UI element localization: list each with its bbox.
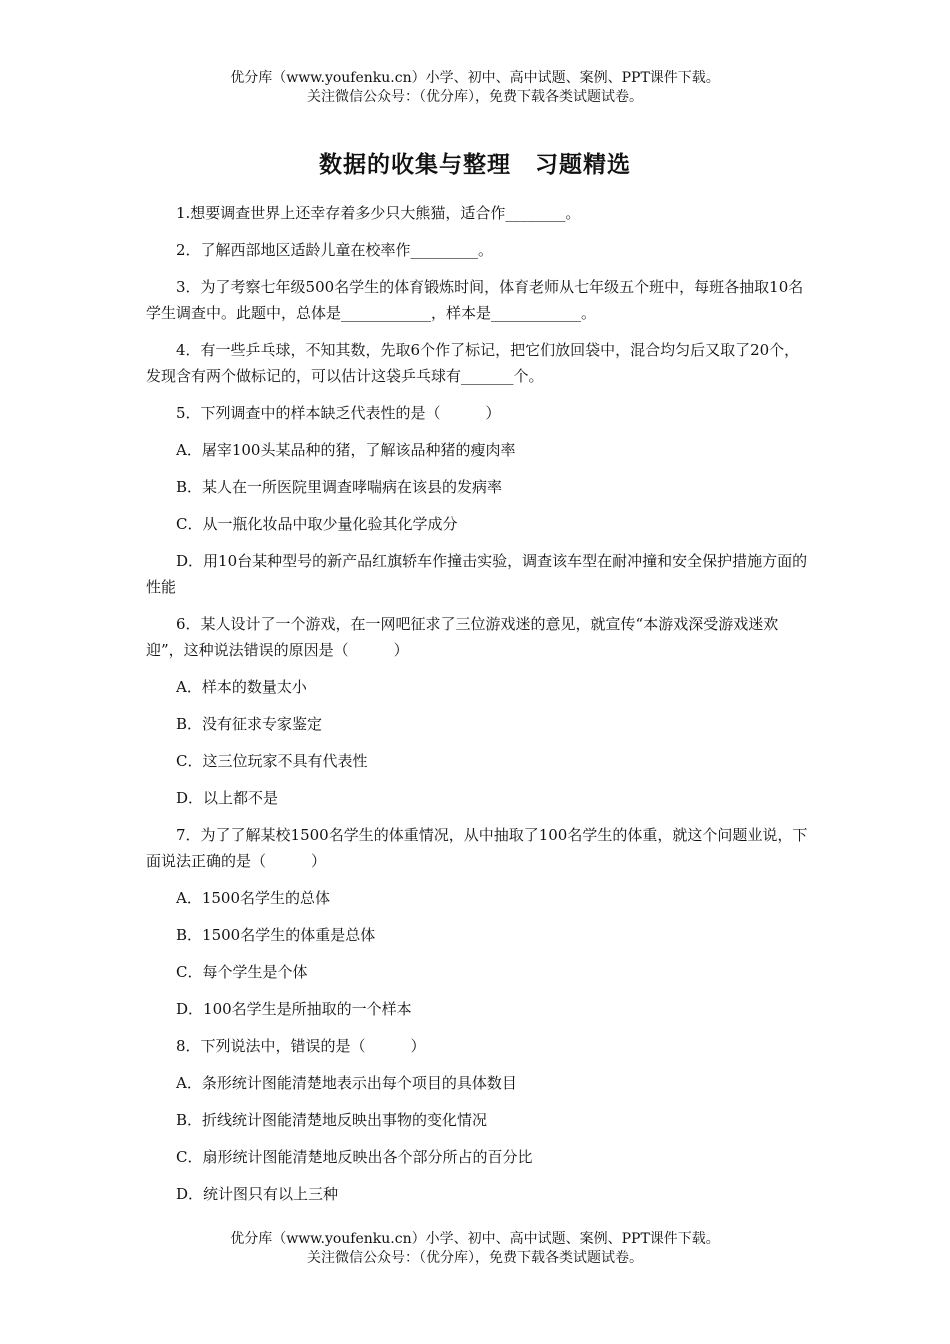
question-5-stem: 5．下列调查中的样本缺乏代表性的是（ ） xyxy=(176,404,501,422)
question-8-stem: 8．下列说法中，错误的是（ ） xyxy=(176,1037,426,1055)
document-title: 数据的收集与整理 习题精选 xyxy=(319,151,631,178)
question-5-option-c: C．从一瓶化妆品中取少量化验其化学成分 xyxy=(176,515,458,533)
question-8-option-c: C．扇形统计图能清楚地反映出各个部分所占的百分比 xyxy=(176,1148,533,1166)
question-6-option-d: D．以上都不是 xyxy=(176,789,279,807)
question-8-option-a: A．条形统计图能清楚地表示出每个项目的具体数目 xyxy=(176,1074,517,1092)
question-7-option-b: B．1500名学生的体重是总体 xyxy=(176,926,376,944)
question-7-stem: 7．为了了解某校1500名学生的体重情况，从中抽取了100名学生的体重，就这个问题业说，下面说法正确的是（ ） xyxy=(146,826,808,870)
header-line-1: 优分库（www.youfenku.cn）小学、初中、高中试题、案例、PPT课件下载。 xyxy=(230,70,720,86)
question-list xyxy=(146,200,808,1218)
question-7-option-a: A．1500名学生的总体 xyxy=(176,889,331,907)
question-8-option-b: B．折线统计图能清楚地反映出事物的变化情况 xyxy=(176,1111,488,1129)
page-footer xyxy=(0,1230,950,1268)
header-line-2: 关注微信公众号：（优分库），免费下载各类试题试卷。 xyxy=(307,89,643,105)
question-5-option-d: D．用10台某种型号的新产品红旗轿车作撞击实验，调查该车型在耐冲撞和安全保护措施方面的性能 xyxy=(146,552,808,596)
question-6-option-b: B．没有征求专家鉴定 xyxy=(176,715,323,733)
question-5-option-a: A．屠宰100头某品种的猪，了解该品种猪的瘦肉率 xyxy=(176,441,516,459)
question-4: 4．有一些乒乓球，不知其数，先取6个作了标记，把它们放回袋中，混合均匀后又取了20个，发现含有两个做标记的，可以估计这袋乒乓球有_______个。 xyxy=(146,341,800,385)
footer-line-2: 关注微信公众号：（优分库），免费下载各类试题试卷。 xyxy=(307,1250,643,1266)
question-7-option-c: C．每个学生是个体 xyxy=(176,963,308,981)
question-8-option-d: D．统计图只有以上三种 xyxy=(176,1185,339,1203)
question-2: 2．了解西部地区适龄儿童在校率作_________。 xyxy=(176,241,494,259)
question-6-option-c: C．这三位玩家不具有代表性 xyxy=(176,752,368,770)
question-5-option-b: B．某人在一所医院里调查哮喘病在该县的发病率 xyxy=(176,478,503,496)
question-1: 1.想要调查世界上还幸存着多少只大熊猫，适合作________。 xyxy=(176,204,581,222)
question-3: 3．为了考察七年级500名学生的体育锻炼时间，体育老师从七年级五个班中，每班各抽取10名学生调查中。此题中，总体是____________，样本是____________。 xyxy=(146,278,804,322)
question-7-option-d: D．100名学生是所抽取的一个样本 xyxy=(176,1000,412,1018)
question-6-stem: 6．某人设计了一个游戏，在一网吧征求了三位游戏迷的意见，就宣传“本游戏深受游戏迷欢迎”，这种说法错误的原因是（ ） xyxy=(146,615,779,659)
footer-line-1: 优分库（www.youfenku.cn）小学、初中、高中试题、案例、PPT课件下载。 xyxy=(230,1231,720,1247)
page-header xyxy=(0,69,950,107)
question-6-option-a: A．样本的数量太小 xyxy=(176,678,307,696)
